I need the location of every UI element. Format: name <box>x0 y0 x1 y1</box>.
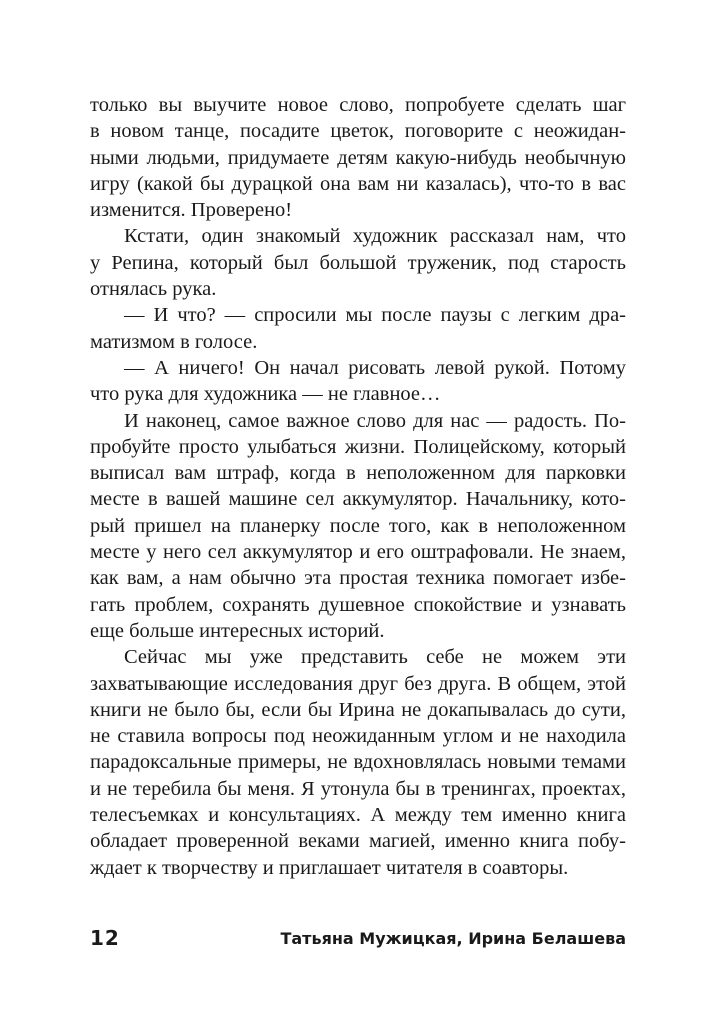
text-line: матизмом в голосе. <box>90 330 258 353</box>
page-footer <box>90 926 626 956</box>
text-line: отнялась рука. <box>90 278 217 301</box>
page-number: 12 <box>90 926 120 950</box>
text-line: только вы выучите новое слово, попробуете сделать шаг <box>90 94 626 116</box>
text-line: — И что? — спросили мы после паузы с легким дра- <box>124 304 626 327</box>
text-line: И наконец, самое важное слово для нас — радость. По- <box>124 409 626 432</box>
text-line: как вам, а нам обычно эта простая техника помогает избе- <box>90 567 626 590</box>
text-line: игру (какой бы дурацкой она вам ни казалась), что-то в вас <box>90 172 626 195</box>
text-line: месте у него сел аккумулятор и его оштрафовали. Не знаем, <box>90 541 626 564</box>
text-line: и не теребила бы меня. Я утонула бы в тренингах, проектах, <box>90 777 626 800</box>
text-line: у Репина, который был большой труженик, под старость <box>90 251 626 274</box>
text-line: ждает к творчеству и приглашает читателя в соавторы. <box>90 856 569 879</box>
text-line: месте в вашей машине сел аккумулятор. Начальнику, кото- <box>90 488 626 511</box>
text-line: в новом танце, посадите цветок, поговорите с неожидан- <box>90 120 626 143</box>
text-line: книги не было бы, если бы Ирина не докапывалась до сути, <box>90 698 626 721</box>
text-line: ными людьми, придумаете детям какую-нибудь необычную <box>90 146 626 169</box>
text-line: изменится. Проверено! <box>90 199 293 222</box>
text-line: что рука для художника — не главное… <box>90 383 441 406</box>
running-footer-authors: Татьяна Мужицкая, Ирина Белашева <box>280 929 626 948</box>
text-line: — А ничего! Он начал рисовать левой рукой. Потому <box>124 356 626 379</box>
text-line: гать проблем, сохранять душевное спокойствие и узнавать <box>90 593 626 616</box>
text-line: парадоксальные примеры, не вдохновлялась новыми темами <box>90 751 626 774</box>
text-line: обладает проверенной веками магией, именно книга побу- <box>90 830 626 853</box>
text-line: не ставила вопросы под неожиданным углом и не находила <box>90 725 626 748</box>
text-line: выписал вам штраф, когда в неположенном для парковки <box>90 462 626 485</box>
text-line: еще больше интересных историй. <box>90 619 385 642</box>
body-text <box>90 92 626 881</box>
text-line: Сейчас мы уже представить себе не можем эти <box>124 646 626 669</box>
text-line: телесъемках и консультациях. А между тем именно книга <box>90 804 626 827</box>
text-line: пробуйте просто улыбаться жизни. Полицейскому, который <box>90 435 626 458</box>
text-line: Кстати, один знакомый художник рассказал нам, что <box>124 225 626 248</box>
text-line: рый пришел на планерку после того, как в неположенном <box>90 514 626 537</box>
text-line: захватывающие исследования друг без друга. В общем, этой <box>90 672 626 695</box>
